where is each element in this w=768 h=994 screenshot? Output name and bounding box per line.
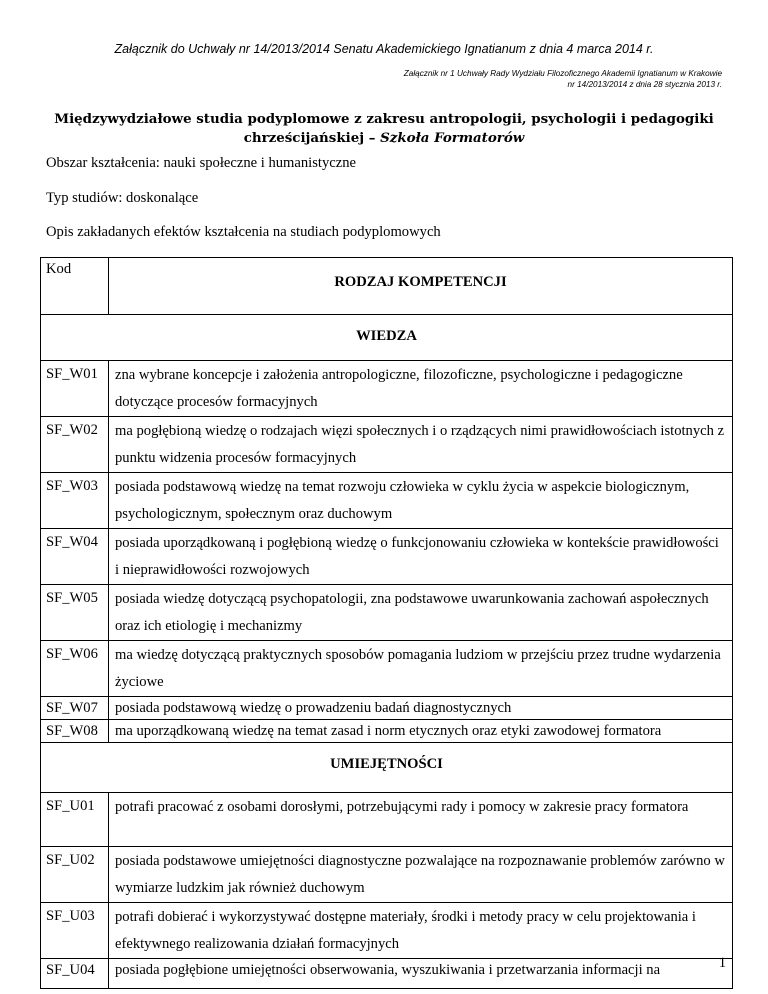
page-number: 1 <box>718 955 726 971</box>
table-row <box>41 959 733 989</box>
title-line1: Międzywydziałowe studia podyplomowe z zakresu antropologii, psychologii i pedagogiki <box>54 111 714 127</box>
table-row <box>41 720 733 743</box>
outcomes-description: Opis zakładanych efektów kształcenia na studiach podyplomowych <box>46 224 441 240</box>
outcome-text: potrafi dobierać i wykorzystywać dostępne materiały, środki i metody pracy w celu projektowania i efektywnego realizowania działań formacyjnych <box>109 903 733 959</box>
outcome-code: SF_W07 <box>41 697 109 720</box>
faculty-resolution-line1: Załącznik nr 1 Uchwały Rady Wydziału Filozoficznego Akademii Ignatianum w Krakowie <box>403 69 722 78</box>
outcome-text: ma uporządkowaną wiedzę na temat zasad i norm etycznych oraz etyki zawodowej formatora <box>109 720 733 743</box>
outcome-text: posiada wiedzę dotyczącą psychopatologii, zna podstawowe uwarunkowania zachowań aspołecznych oraz ich etiologię i mechanizmy <box>109 585 733 641</box>
table-row <box>41 417 733 473</box>
table-row <box>41 473 733 529</box>
document-title <box>40 110 728 148</box>
outcome-code: SF_U01 <box>41 793 109 847</box>
faculty-resolution-line2: nr 14/2013/2014 z dnia 28 stycznia 2013 r. <box>567 80 722 89</box>
outcome-text: ma pogłębioną wiedzę o rodzajach więzi społecznych i o rządzących nimi prawidłowościach istotnych z punktu widzenia procesów formacyjnych <box>109 417 733 473</box>
outcome-code: SF_W06 <box>41 641 109 697</box>
table-header-row <box>41 258 733 315</box>
table-row <box>41 585 733 641</box>
outcome-text: posiada podstawowe umiejętności diagnostyczne pozwalające na rozpoznawanie problemów zarówno w wymiarze ludzkim jak również duchowym <box>109 847 733 903</box>
section-skills: UMIEJĘTNOŚCI <box>41 743 733 793</box>
outcome-code: SF_W02 <box>41 417 109 473</box>
title-line2-italic: Szkoła Formatorów <box>380 130 525 146</box>
table-row <box>41 361 733 417</box>
section-skills-row <box>41 743 733 793</box>
table-row <box>41 847 733 903</box>
table-row <box>41 697 733 720</box>
column-header-kind: RODZAJ KOMPETENCJI <box>109 258 733 315</box>
outcome-code: SF_W03 <box>41 473 109 529</box>
outcome-text: posiada podstawową wiedzę o prowadzeniu badań diagnostycznych <box>109 697 733 720</box>
table-row <box>41 529 733 585</box>
outcomes-table <box>40 257 733 989</box>
table-row <box>41 793 733 847</box>
outcome-code: SF_W05 <box>41 585 109 641</box>
section-knowledge: WIEDZA <box>41 315 733 361</box>
outcome-code: SF_W01 <box>41 361 109 417</box>
outcome-text: potrafi pracować z osobami dorosłymi, potrzebującymi rady i pomocy w zakresie pracy formatora <box>109 793 733 847</box>
outcome-text: posiada uporządkowaną i pogłębioną wiedzę o funkcjonowaniu człowieka w kontekście prawidłowości i nieprawidłowości rozwojowych <box>109 529 733 585</box>
column-header-code: Kod <box>41 258 109 315</box>
education-area: Obszar kształcenia: nauki społeczne i humanistyczne <box>46 155 356 171</box>
outcome-code: SF_U02 <box>41 847 109 903</box>
table-row <box>41 903 733 959</box>
title-line2-plain: chrześcijańskiej – <box>243 130 381 146</box>
outcome-code: SF_W04 <box>41 529 109 585</box>
outcome-text: zna wybrane koncepcje i założenia antropologiczne, filozoficzne, psychologiczne i pedagogiczne dotyczące procesów formacyjnych <box>109 361 733 417</box>
title-line2 <box>40 129 728 148</box>
section-knowledge-row <box>41 315 733 361</box>
outcome-code: SF_W08 <box>41 720 109 743</box>
outcome-code: SF_U04 <box>41 959 109 989</box>
outcome-text: ma wiedzę dotyczącą praktycznych sposobów pomagania ludziom w przejściu przez trudne wydarzenia życiowe <box>109 641 733 697</box>
outcome-text: posiada pogłębione umiejętności obserwowania, wyszukiwania i przetwarzania informacji na <box>109 959 733 989</box>
outcome-code: SF_U03 <box>41 903 109 959</box>
table-row <box>41 641 733 697</box>
outcome-text: posiada podstawową wiedzę na temat rozwoju człowieka w cyklu życia w aspekcie biologicznym, psychologicznym, społecznym oraz duchowym <box>109 473 733 529</box>
faculty-resolution-header <box>222 68 722 90</box>
senate-resolution-header: Załącznik do Uchwały nr 14/2013/2014 Senatu Akademickiego Ignatianum z dnia 4 marca 2014 r. <box>114 42 654 56</box>
study-type: Typ studiów: doskonalące <box>46 190 199 206</box>
